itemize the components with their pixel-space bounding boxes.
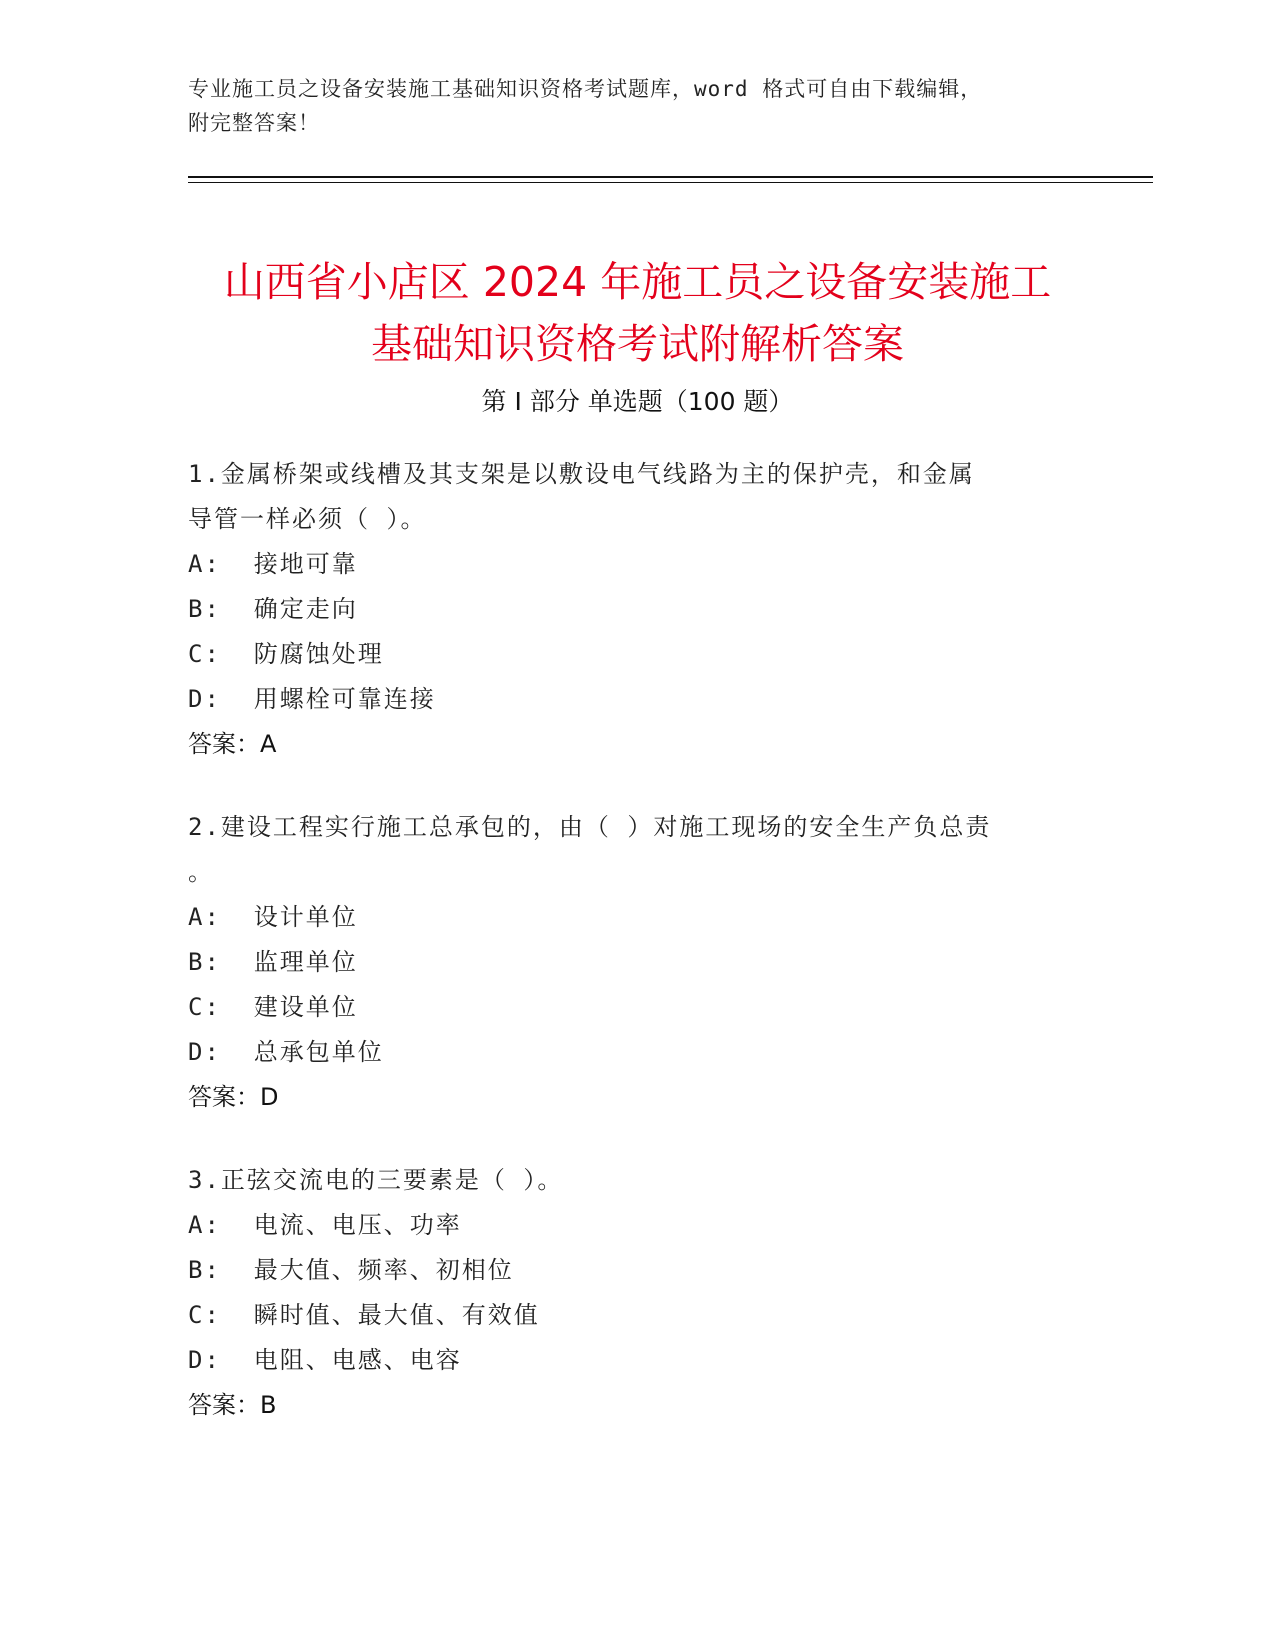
question-stem-line-1: 3.正弦交流电的三要素是（ ）。 xyxy=(188,1166,564,1194)
option-c: C: 防腐蚀处理 xyxy=(188,640,384,668)
option-d: D: 电阻、电感、电容 xyxy=(188,1346,462,1374)
document-title-line-1: 山西省小店区 2024 年施工员之设备安装施工 xyxy=(223,258,1052,307)
option-a: A: 设计单位 xyxy=(188,903,358,931)
answer-label: 答案：A xyxy=(188,730,277,758)
header-divider-thick xyxy=(188,176,1153,178)
option-a: A: 电流、电压、功率 xyxy=(188,1211,462,1239)
answer-label: 答案：D xyxy=(188,1083,279,1111)
header-divider-thin xyxy=(188,182,1153,183)
option-d: D: 用螺栓可靠连接 xyxy=(188,685,436,713)
document-title-line-2: 基础知识资格考试附解析答案 xyxy=(371,320,904,369)
section-heading: 第 I 部分 单选题（100 题） xyxy=(481,387,794,416)
question-1 xyxy=(188,452,1088,767)
header-note-line-2: 附完整答案！ xyxy=(188,111,320,135)
option-c: C: 瞬时值、最大值、有效值 xyxy=(188,1301,540,1329)
option-b: B: 最大值、频率、初相位 xyxy=(188,1256,514,1284)
question-stem-line-1: 2.建设工程实行施工总承包的，由（ ）对施工现场的安全生产负总责 xyxy=(188,813,992,841)
header-note-line-1: 专业施工员之设备安装施工基础知识资格考试题库，word 格式可自由下载编辑， xyxy=(188,77,983,101)
option-b: B: 监理单位 xyxy=(188,948,358,976)
option-b: B: 确定走向 xyxy=(188,595,358,623)
document-title xyxy=(150,251,1125,375)
option-d: D: 总承包单位 xyxy=(188,1038,384,1066)
option-c: C: 建设单位 xyxy=(188,993,358,1021)
header-note xyxy=(188,72,1068,140)
question-3 xyxy=(188,1158,1088,1428)
option-a: A: 接地可靠 xyxy=(188,550,358,578)
question-stem-line-2: 。 xyxy=(188,858,214,886)
question-stem-line-1: 1.金属桥架或线槽及其支架是以敷设电气线路为主的保护壳，和金属 xyxy=(188,460,975,488)
question-stem-line-2: 导管一样必须（ ）。 xyxy=(188,505,427,533)
question-2 xyxy=(188,805,1088,1120)
answer-label: 答案：B xyxy=(188,1391,277,1419)
